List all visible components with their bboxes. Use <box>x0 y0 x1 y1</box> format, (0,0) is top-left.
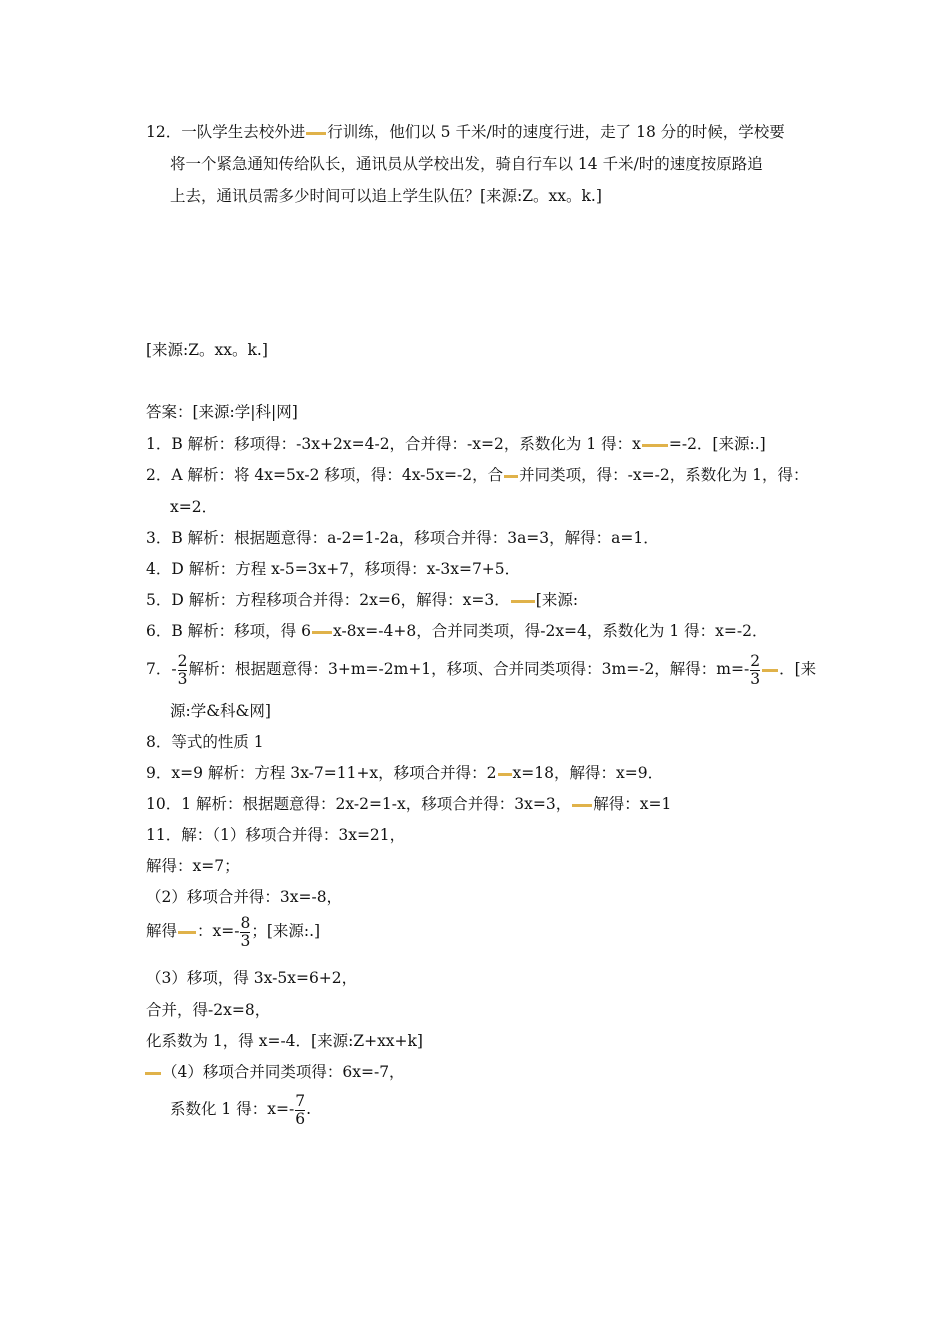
highlight-mark <box>504 475 518 478</box>
answer-2-continued: x=2． <box>170 498 218 516</box>
highlight-mark <box>762 669 778 672</box>
highlight-mark <box>306 132 326 135</box>
text: 5．D 解析：方程移项合并得：2x=6，解得：x=3． <box>146 591 510 609</box>
answer-7-continued: 源:学&科&网] <box>170 702 271 720</box>
denominator: 3 <box>240 931 251 950</box>
text: 7．- <box>146 660 177 678</box>
text: [来源: <box>535 591 579 609</box>
answer-11-line-8 <box>144 1062 405 1082</box>
highlight-mark <box>178 931 196 934</box>
text: （4）移项合并同类项得：6x=-7， <box>162 1063 405 1081</box>
fraction <box>240 915 250 950</box>
numerator: 2 <box>177 651 188 670</box>
source-note: [来源:Z。xx。k.] <box>146 341 268 359</box>
numerator: 7 <box>295 1091 306 1110</box>
answer-11-line-4 <box>146 914 320 950</box>
problem-12-line-1 <box>146 122 785 142</box>
fraction <box>178 653 188 688</box>
text: 系数化 1 得：x=- <box>170 1100 295 1118</box>
answer-7 <box>146 652 816 688</box>
highlight-mark <box>145 1072 161 1075</box>
answer-5 <box>146 590 578 610</box>
answer-6 <box>146 621 767 641</box>
answer-3: 3．B 解析：根据题意得：a-2=1-2a，移项合并得：3a=3，解得：a=1． <box>146 529 659 547</box>
highlight-mark <box>511 600 535 603</box>
text: 12．一队学生去校外进 <box>146 123 306 141</box>
denominator: 3 <box>750 669 761 688</box>
answer-2 <box>146 465 808 485</box>
text: 解得 <box>146 922 178 940</box>
text: . <box>306 1100 311 1118</box>
answer-11-line-7: 化系数为 1，得 x=-4．[来源:Z+xx+k] <box>146 1032 423 1050</box>
highlight-mark <box>312 631 332 634</box>
problem-12-line-2: 将一个紧急通知传给队长，通讯员从学校出发，骑自行车以 14 千米/时的速度按原路追 <box>170 155 763 173</box>
text: 9．x=9 解析：方程 3x-7=11+x，移项合并得：2 <box>146 764 497 782</box>
text: 解析：根据题意得：3+m=-2m+1，移项、合并同类项得：3m=-2，解得：m=- <box>188 660 750 678</box>
answer-11-line-3: （2）移项合并得：3x=-8， <box>146 888 343 906</box>
answer-4: 4．D 解析：方程 x-5=3x+7，移项得：x-3x=7+5． <box>146 560 521 578</box>
text: x=18，解得：x=9． <box>512 764 664 782</box>
highlight-mark <box>642 444 668 447</box>
denominator: 6 <box>295 1109 306 1128</box>
text: 1．B 解析：移项得：-3x+2x=4-2，合并得：-x=2，系数化为 1 得：x <box>146 435 641 453</box>
text: 并同类项，得：-x=-2，系数化为 1，得： <box>519 466 809 484</box>
answer-11-line-5: （3）移项，得 3x-5x=6+2， <box>146 969 358 987</box>
answer-11-line-2: 解得：x=7； <box>146 857 240 875</box>
text: 行训练，他们以 5 千米/时的速度行进，走了 18 分的时候，学校要 <box>327 123 785 141</box>
fraction <box>295 1093 305 1128</box>
answer-11-line-6: 合并，得-2x=8， <box>146 1001 271 1019</box>
text: =-2．[来源:.] <box>668 435 766 453</box>
text: 10．1 解析：根据题意得：2x-2=1-x，移项合并得：3x=3， <box>146 795 572 813</box>
text: ．[来 <box>779 660 817 678</box>
text: ：x=- <box>197 922 240 940</box>
highlight-mark <box>572 804 592 807</box>
answer-11-line-1: 11．解：（1）移项合并得：3x=21， <box>146 826 406 844</box>
answers-heading: 答案：[来源:学|科|网] <box>146 403 298 421</box>
highlight-mark <box>498 773 512 776</box>
text: 2．A 解析：将 4x=5x-2 移项，得：4x-5x=-2，合 <box>146 466 504 484</box>
answer-11-line-9 <box>170 1092 311 1128</box>
text: 6．B 解析：移项，得 6 <box>146 622 311 640</box>
text: x-8x=-4+8，合并同类项，得-2x=4，系数化为 1 得：x=-2． <box>332 622 768 640</box>
answer-10 <box>146 794 671 814</box>
denominator: 3 <box>177 669 188 688</box>
answer-9 <box>146 763 663 783</box>
problem-12-line-3: 上去，通讯员需多少时间可以追上学生队伍？[来源:Z。xx。k.] <box>170 187 602 205</box>
fraction <box>750 653 760 688</box>
answer-8: 8．等式的性质 1 <box>146 733 264 751</box>
text: 解得：x=1 <box>593 795 672 813</box>
text: ；[来源:.] <box>251 922 321 940</box>
answer-1 <box>146 434 766 454</box>
numerator: 2 <box>750 651 761 670</box>
numerator: 8 <box>240 913 251 932</box>
